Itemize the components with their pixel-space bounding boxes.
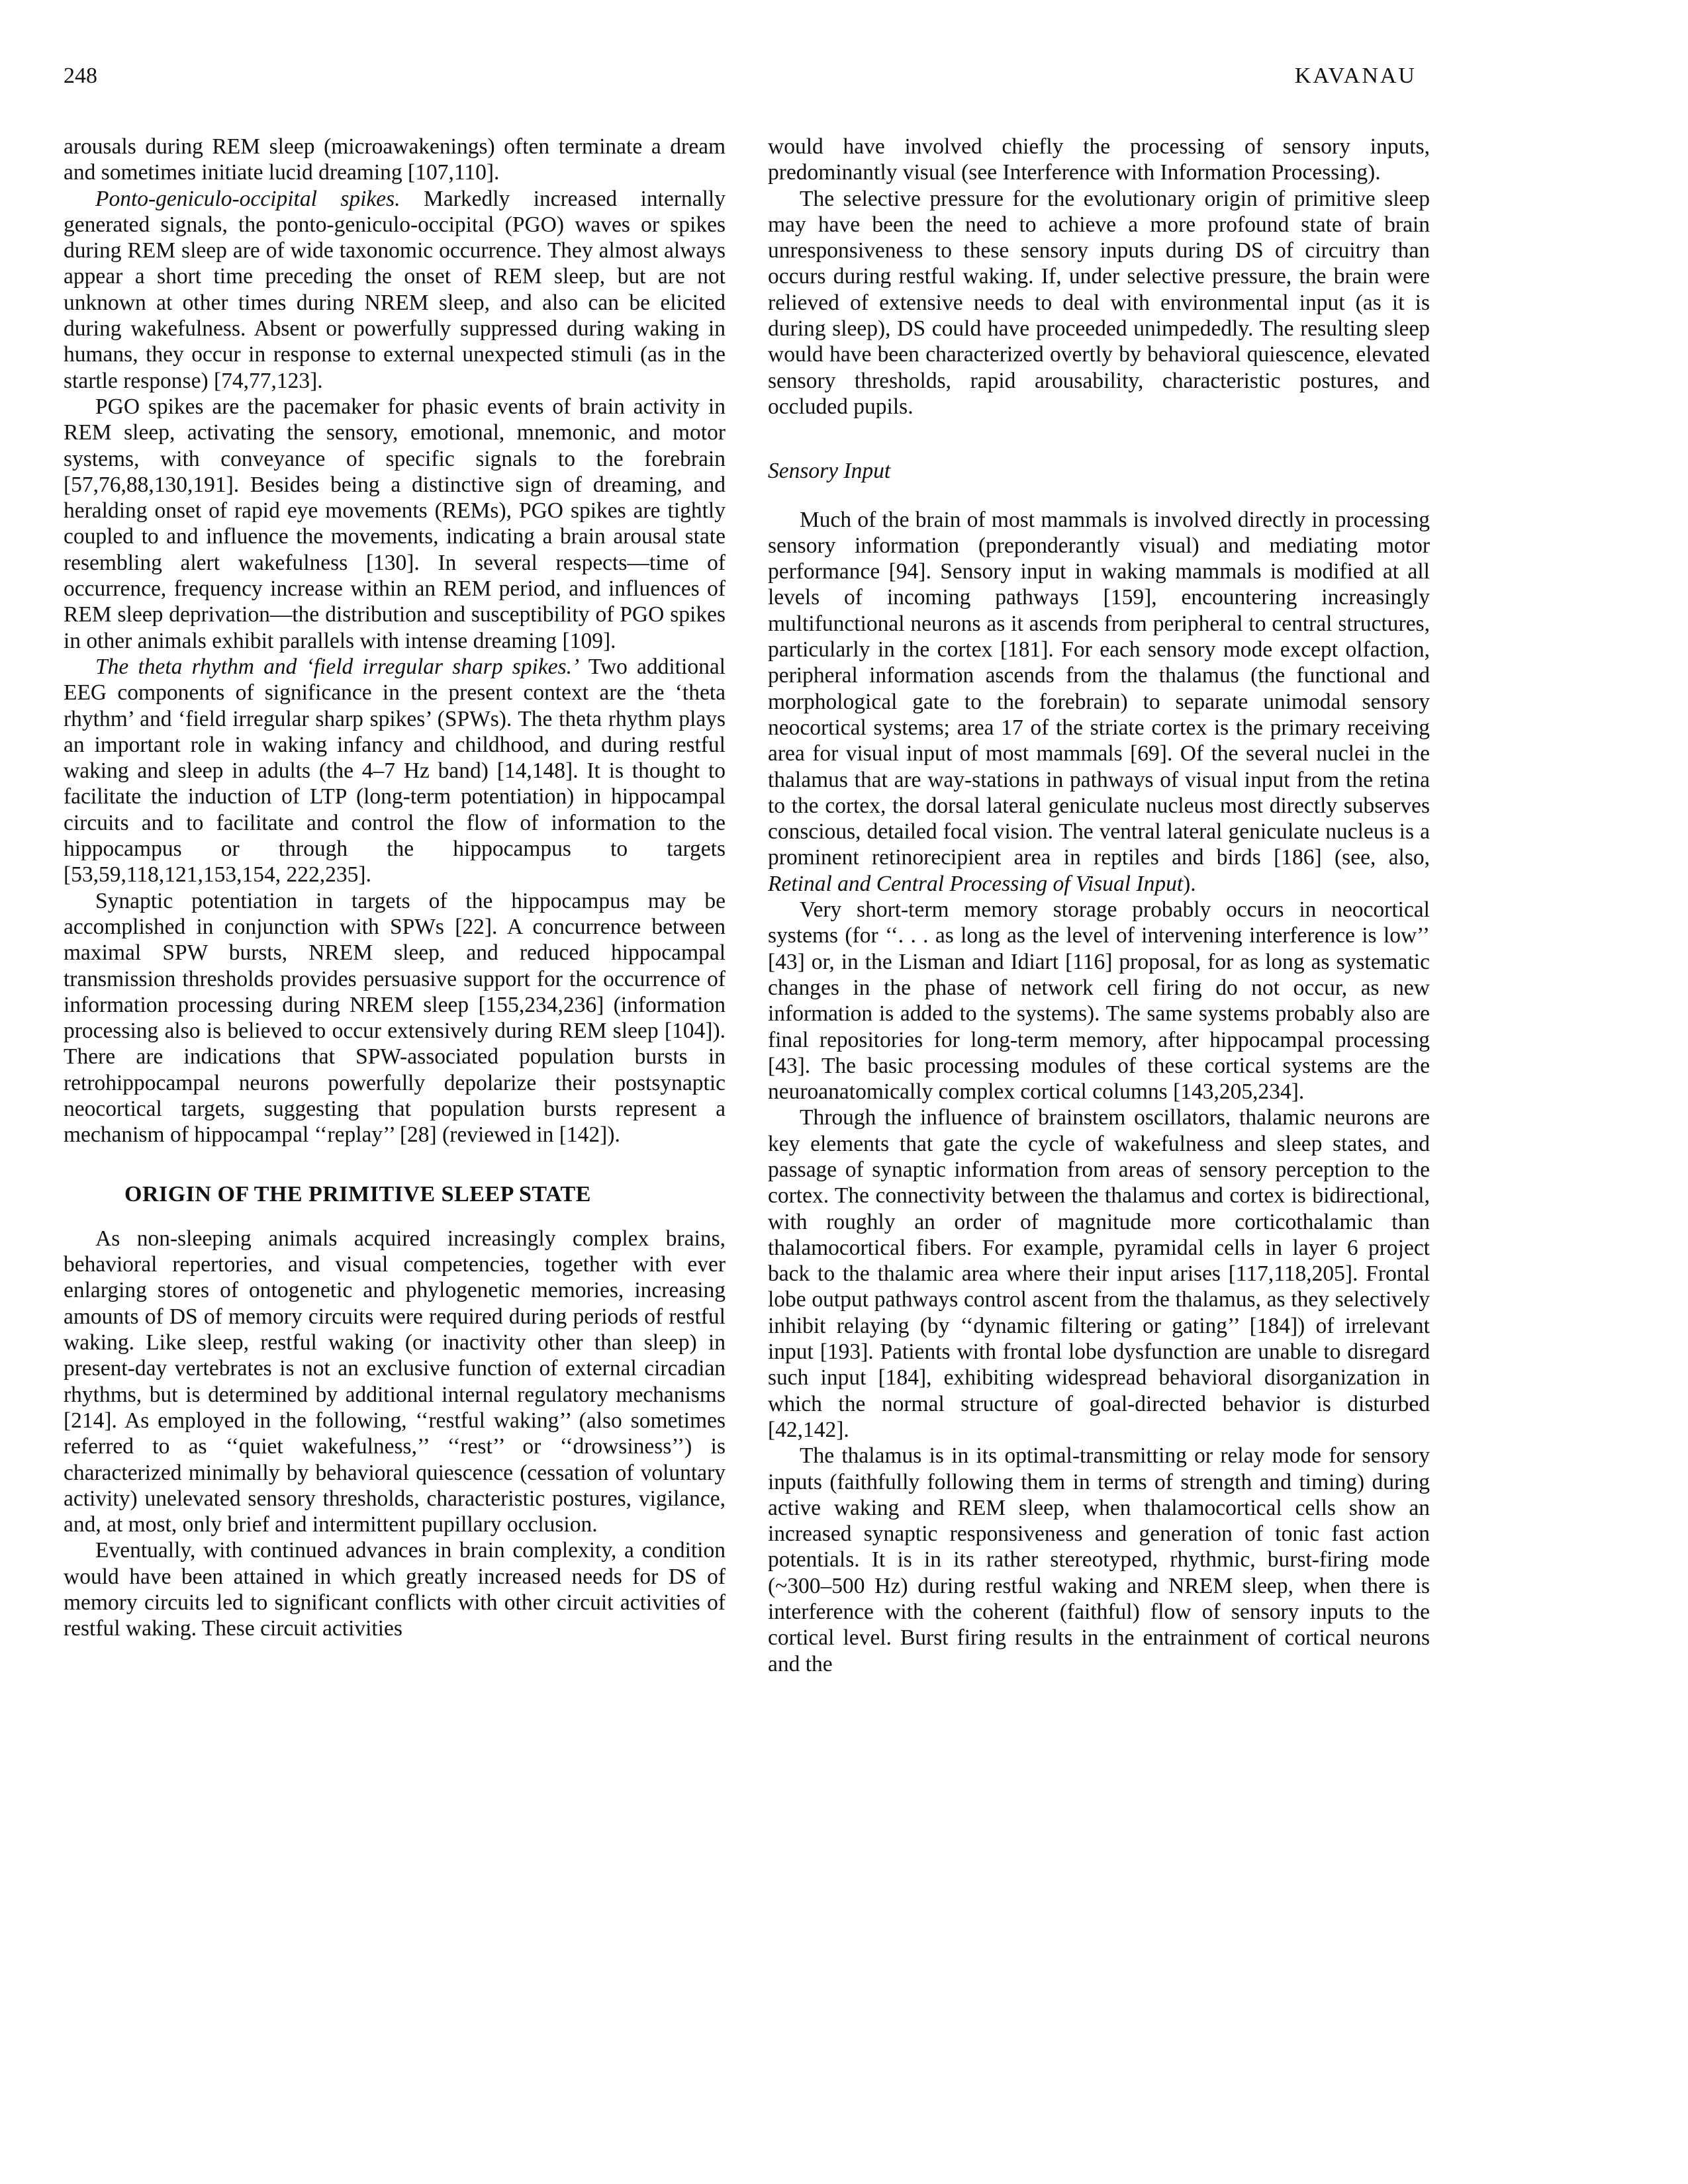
run-in-heading: Ponto-geniculo-occipital spikes.: [95, 186, 400, 211]
paragraph: arousals during REM sleep (microawakenings) often terminate a dream and sometimes initiate lucid dreaming [107,110].: [64, 134, 726, 185]
subsection-heading: Sensory Input: [768, 459, 891, 484]
left-column: [64, 134, 726, 1642]
paragraph: As non-sleeping animals acquired increasingly complex brains, behavioral repertories, and visual competencies, together with ever enlarging stores of ontogenetic and phylogenetic memories, increasing amounts of DS of memory circuits were required during periods of restful waking. Like sleep, restful waking (or inactivity other than sleep) in present-day vertebrates is not an exclusive function of external circadian rhythms, but is determined by additional internal regulatory mechanisms [214]. As employed in the following, ‘‘restful waking’’ (also sometimes referred to as ‘‘quiet wakefulness,’’ ‘‘rest’’ or ‘‘drowsiness’’) is characterized minimally by behavioral quiescence (cessation of voluntary activity) unelevated sensory thresholds, characteristic postures, vigilance, and, at most, only brief and intermittent pupillary occlusion.: [64, 1226, 726, 1537]
paragraph: [768, 507, 1430, 897]
section-heading: ORIGIN OF THE PRIMITIVE SLEEP STATE: [124, 1181, 591, 1206]
paragraph: Synaptic potentiation in targets of the hippocampus may be accomplished in conjunction with SPWs [22]. A concurrence between maximal SPW bursts, NREM sleep, and reduced hippocampal transmission thresholds provides persuasive support for the occurrence of information processing during NREM sleep [155,234,236] (information processing also is believed to occur extensively during REM sleep [104]). There are indications that SPW-associated population bursts in retrohippocampal neurons powerfully depolarize their postsynaptic neocortical targets, suggesting that population bursts represent a mechanism of hippocampal ‘‘replay’’ [28] (reviewed in [142]).: [64, 888, 726, 1148]
page-number: 248: [64, 64, 97, 88]
paragraph: [64, 654, 726, 888]
paragraph: The thalamus is in its optimal-transmitting or relay mode for sensory inputs (faithfully following them in terms of strength and timing) during active waking and REM sleep, when thalamocortical cells show an increased synaptic responsiveness and generation of tonic fast action potentials. It is in its rather stereotyped, rhythmic, burst-firing mode (~300–500 Hz) during restful waking and NREM sleep, when there is interference with the coherent (faithful) flow of sensory inputs to the cortical level. Burst firing results in the entrainment of cortical neurons and the: [768, 1443, 1430, 1676]
paragraph: PGO spikes are the pacemaker for phasic events of brain activity in REM sleep, activating the sensory, emotional, mnemonic, and motor systems, with conveyance of specific signals to the forebrain [57,76,88,130,191]. Besides being a distinctive sign of dreaming, and heralding onset of rapid eye movements (REMs), PGO spikes are tightly coupled to and influence the movements, indicating a brain arousal state resembling alert wakefulness [130]. In several respects—time of occurrence, frequency increase within an REM period, and influences of REM sleep deprivation—the distribution and susceptibility of PGO spikes in other animals exhibit parallels with intense dreaming [109].: [64, 394, 726, 653]
paragraph: [64, 186, 726, 394]
paragraph-text: ).: [1183, 871, 1196, 896]
paragraph: The selective pressure for the evolutionary origin of primitive sleep may have been the need to achieve a more profound state of brain unresponsiveness to these sensory inputs during DS of circuitry than occurs during restful waking. If, under selective pressure, the brain were relieved of extensive needs to deal with environmental input (as it is during sleep), DS could have proceeded unimpededly. The resulting sleep would have been characterized overtly by behavioral quiescence, elevated sensory thresholds, rapid arousability, characteristic postures, and occluded pupils.: [768, 186, 1430, 419]
paragraph-text: Two additional EEG components of significance in the present context are the ‘theta rhythm’ and ‘field irregular sharp spikes’ (SPWs). The theta rhythm plays an important role in waking infancy and childhood, and during restful waking and sleep in adults (the 4–7 Hz band) [14,148]. It is thought to facilitate the induction of LTP (long-term potentiation) in hippocampal circuits and to facilitate and control the flow of information to the hippocampus or through the hippocampus to targets [53,59,118,121,153,154, 222,235].: [64, 654, 726, 887]
paragraph-text: Much of the brain of most mammals is involved directly in processing sensory information (preponderantly visual) and mediating motor performance [94]. Sensory input in waking mammals is modified at all levels of incoming pathways [159], encountering increasingly multifunctional neurons as it ascends from peripheral to central structures, particularly in the cortex [181]. For each sensory mode except olfaction, peripheral information ascends from the thalamus (the functional and morphological gate to the forebrain) to separate unimodal sensory neocortical systems; area 17 of the striate cortex is the primary receiving area for visual input of most mammals [69]. Of the several nuclei in the thalamus that are way-stations in pathways of visual input from the retina to the cortex, the dorsal lateral geniculate nucleus most directly subserves conscious, detailed focal vision. The ventral lateral geniculate nucleus is a prominent retinorecipient area in reptiles and birds [186] (see, also,: [768, 507, 1430, 870]
right-column: [768, 134, 1430, 1677]
paragraph: Very short-term memory storage probably occurs in neocortical systems (for ‘‘. . . as long as the level of intervening interference is low’’ [43] or, in the Lisman and Idiart [116] proposal, for as long as systematic changes in the phase of network cell firing do not occur, as new information is added to the systems). The same systems probably also are final repositories for long-term memory, after hippocampal processing [43]. The basic processing modules of these cortical systems are the neuroanatomically complex cortical columns [143,205,234].: [768, 897, 1430, 1105]
run-in-heading: The theta rhythm and ‘field irregular sharp spikes.’: [95, 654, 580, 679]
paragraph: would have involved chiefly the processing of sensory inputs, predominantly visual (see Interference with Information Processing).: [768, 134, 1430, 185]
paragraph: Eventually, with continued advances in brain complexity, a condition would have been attained in which greatly increased needs for DS of memory circuits led to significant conflicts with other circuit activities of restful waking. These circuit activities: [64, 1538, 726, 1641]
paragraph: Through the influence of brainstem oscillators, thalamic neurons are key elements that gate the cycle of wakefulness and sleep states, and passage of synaptic information from areas of sensory perception to the cortex. The connectivity between the thalamus and cortex is bidirectional, with roughly an order of magnitude more corticothalamic than thalamocortical fibers. For example, pyramidal cells in layer 6 project back to the thalamic area where their input arises [117,118,205]. Frontal lobe output pathways control ascent from the thalamus, as they selectively inhibit relaying (by ‘‘dynamic filtering or gating’’ [184]) of irrelevant input [193]. Patients with frontal lobe dysfunction are unable to disregard such input [184], exhibiting widespread behavioral disorganization in which the normal structure of goal-directed behavior is disturbed [42,142].: [768, 1105, 1430, 1442]
cross-reference: Retinal and Central Processing of Visual Input: [768, 871, 1184, 896]
paragraph-text: Markedly increased internally generated signals, the ponto-geniculo-occipital (PGO) waves or spikes during REM sleep are of wide taxonomic occurrence. They almost always appear a short time preceding the onset of REM sleep, but are not unknown at other times during NREM sleep, and also can be elicited during wakefulness. Absent or powerfully suppressed during waking in humans, they occur in response to external unexpected stimuli (as in the startle response) [74,77,123].: [64, 186, 726, 393]
running-head: KAVANAU: [1294, 64, 1417, 88]
